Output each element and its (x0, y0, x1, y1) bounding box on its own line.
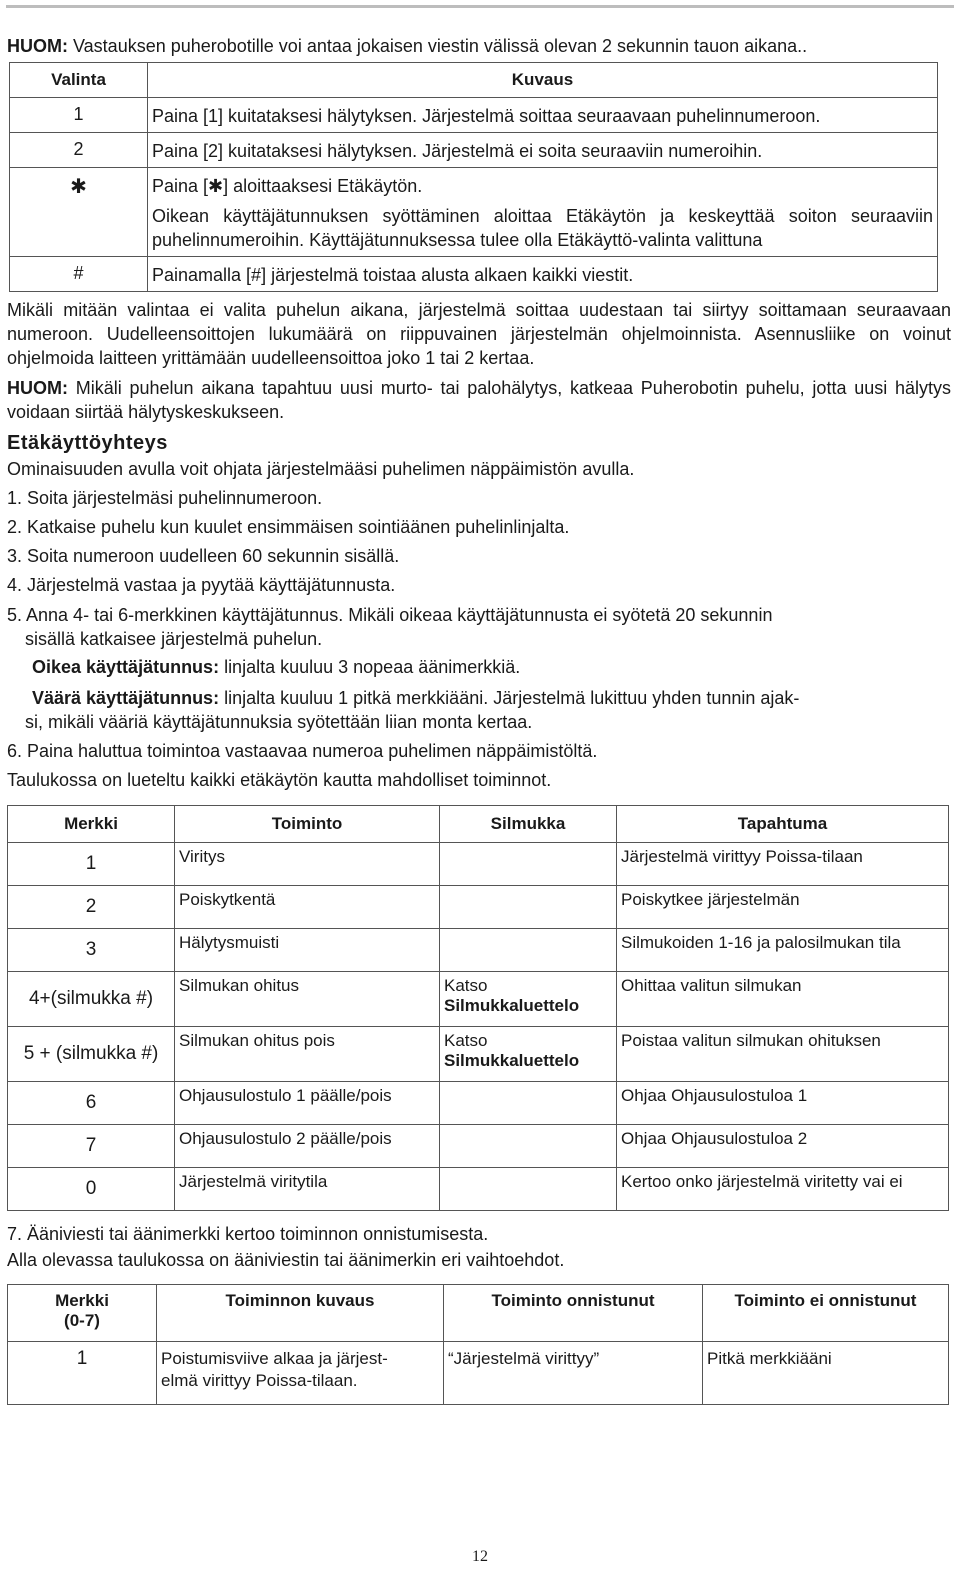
header-line: Merkki (55, 1291, 109, 1310)
table-row (8, 1027, 949, 1082)
page-number: 12 (472, 1548, 488, 1565)
function-cell: Silmukan ohitus (175, 972, 440, 1027)
event-cell: Kertoo onko järjestelmä viritetty vai ei (617, 1168, 949, 1211)
description-cell: Paina [1] kuitataksesi hälytyksen. Järjestelmä soittaa seuraavaan puhelinnumeroon. (148, 98, 938, 133)
event-cell: Poiskytkee järjestelmän (617, 886, 949, 929)
table-row (8, 972, 949, 1027)
key-cell: 5 + (silmukka #) (8, 1027, 175, 1082)
event-cell: Silmukoiden 1-16 ja palosilmukan tila (617, 929, 949, 972)
loop-cell (440, 1027, 617, 1082)
loop-cell (440, 1125, 617, 1168)
note-label: HUOM: (7, 36, 68, 56)
function-cell: Silmukan ohitus pois (175, 1027, 440, 1082)
key-cell: 7 (8, 1125, 175, 1168)
loop-cell (440, 843, 617, 886)
table-row (8, 1125, 949, 1168)
column-header: Toiminto onnistunut (444, 1285, 703, 1342)
function-cell: Ohjausulostulo 1 päälle/pois (175, 1082, 440, 1125)
success-cell: “Järjestelmä virittyy” (444, 1342, 703, 1405)
description-cell (148, 168, 938, 257)
description-cell (157, 1342, 444, 1405)
top-rule (6, 5, 954, 8)
table-header-row (8, 1285, 949, 1342)
column-header: Toiminto ei onnistunut (703, 1285, 949, 1342)
column-header: Valinta (10, 63, 148, 98)
loop-cell (440, 1082, 617, 1125)
header-line: (0-7) (64, 1311, 100, 1330)
loop-cell (440, 1168, 617, 1211)
description-line: elmä virittyy Poissa-tilaan. (161, 1371, 358, 1390)
body-paragraph: Mikäli mitään valintaa ei valita puhelun aikana, järjestelmä soittaa uudestaan tai siirtyy soittamaan seuraavaan numeroon. Uudelleensoittojen lukumäärä on riippuvainen järjestelmän ohjelmoinnista. Asennusliike on voinut ohjelmoida laitteen yrittämään uudelleensoittoa joko 1 tai 2 kertaa. (7, 300, 951, 368)
note-text: Mikäli puhelun aikana tapahtuu uusi murto- tai palohälytys, katkeaa Puherobotin puhelu, jotta uusi hälytys voidaan siirtää hälytyskeskukseen. (7, 378, 951, 422)
loop-cell (440, 972, 617, 1027)
function-cell: Ohjausulostulo 2 päälle/pois (175, 1125, 440, 1168)
description-line: Poistumisviive alkaa ja järjest- (161, 1349, 388, 1368)
column-header: Toiminnon kuvaus (157, 1285, 444, 1342)
column-header (8, 1285, 157, 1342)
correct-text: linjalta kuuluu 3 nopeaa äänimerkkiä. (219, 657, 521, 677)
table-row (8, 1082, 949, 1125)
loop-cell (440, 929, 617, 972)
note-paragraph (7, 34, 951, 58)
loop-text: Katso (444, 1031, 488, 1050)
note-text: Vastauksen puherobotille voi antaa jokaisen viestin välissä olevan 2 sekunnin tauon aikana.. (68, 36, 808, 56)
table-intro: Taulukossa on lueteltu kaikki etäkäytön kautta mahdolliset toiminnot. (7, 770, 552, 790)
column-header: Toiminto (175, 806, 440, 843)
key-cell: 1 (8, 1342, 157, 1405)
step-continuation: sisällä katkaisee järjestelmä puhelun. (25, 629, 323, 649)
event-cell: Ohjaa Ohjausulostuloa 1 (617, 1082, 949, 1125)
selection-cell: 2 (10, 133, 148, 168)
wrong-code-line (7, 686, 951, 710)
table-header-row (10, 63, 938, 98)
table-row (8, 843, 949, 886)
table-row (10, 98, 938, 133)
wrong-continuation: si, mikäli vääriä käyttäjätunnuksia syötettään liian monta kertaa. (25, 712, 533, 732)
event-cell: Ohjaa Ohjausulostuloa 2 (617, 1125, 949, 1168)
loop-ref: Silmukkaluettelo (444, 1051, 580, 1070)
key-cell: 6 (8, 1082, 175, 1125)
section-title: Etäkäyttöyhteys (7, 432, 168, 454)
note-paragraph (7, 376, 951, 424)
step-item: 1. Soita järjestelmäsi puhelinnumeroon. (7, 488, 323, 508)
step-item: 7. Ääniviesti tai äänimerkki kertoo toiminnon onnistumisesta. (7, 1224, 489, 1244)
key-cell: 3 (8, 929, 175, 972)
table-row (10, 133, 938, 168)
description-line: Paina [✱] aloittaaksesi Etäkäytön. (152, 176, 423, 196)
key-cell: 2 (8, 886, 175, 929)
wrong-text: linjalta kuuluu 1 pitkä merkkiääni. Järjestelmä lukittuu yhden tunnin ajak- (219, 688, 800, 708)
wrong-label: Väärä käyttäjätunnus: (32, 688, 220, 708)
voice-message-table (7, 1284, 949, 1405)
table-header-row (8, 806, 949, 843)
step-item: 2. Katkaise puhelu kun kuulet ensimmäisen sointiäänen puhelinlinjalta. (7, 517, 570, 537)
step-item: 4. Järjestelmä vastaa ja pyytää käyttäjätunnusta. (7, 575, 396, 595)
column-header: Merkki (8, 806, 175, 843)
table-row (10, 257, 938, 292)
key-cell: 0 (8, 1168, 175, 1211)
event-cell: Ohittaa valitun silmukan (617, 972, 949, 1027)
table-row (8, 886, 949, 929)
column-header: Silmukka (440, 806, 617, 843)
loop-ref: Silmukkaluettelo (444, 996, 580, 1015)
key-cell: 1 (8, 843, 175, 886)
table-row (8, 1168, 949, 1211)
table-intro: Alla olevassa taulukossa on ääniviestin tai äänimerkin eri vaihtoehdot. (7, 1250, 565, 1270)
table-row (10, 168, 938, 257)
selection-cell: 1 (10, 98, 148, 133)
column-header: Tapahtuma (617, 806, 949, 843)
description-cell: Painamalla [#] järjestelmä toistaa alusta alkaen kaikki viestit. (148, 257, 938, 292)
correct-code-line (7, 653, 951, 682)
loop-cell (440, 886, 617, 929)
table-row (8, 929, 949, 972)
event-cell: Järjestelmä virittyy Poissa-tilaan (617, 843, 949, 886)
function-cell: Poiskytkentä (175, 886, 440, 929)
failure-cell: Pitkä merkkiääni (703, 1342, 949, 1405)
description-cell: Paina [2] kuitataksesi hälytyksen. Järjestelmä ei soita seuraaviin numeroihin. (148, 133, 938, 168)
step-item: 3. Soita numeroon uudelleen 60 sekunnin sisällä. (7, 546, 400, 566)
step-item: 5. Anna 4- tai 6-merkkinen käyttäjätunnus. Mikäli oikeaa käyttäjätunnusta ei syötetä 20 sekunnin (7, 605, 773, 625)
column-header: Kuvaus (148, 63, 938, 98)
note-label: HUOM: (7, 378, 68, 398)
event-cell: Poistaa valitun silmukan ohituksen (617, 1027, 949, 1082)
description-line: Oikean käyttäjätunnuksen syöttäminen aloittaa Etäkäytön ja keskeyttää soiton seuraaviin puhelinnumeroihin. Käyttäjätunnuksessa tulee olla Etäkäyttö-valinta valittuna (152, 206, 933, 250)
key-cell: 4+(silmukka #) (8, 972, 175, 1027)
loop-text: Katso (444, 976, 488, 995)
function-cell: Viritys (175, 843, 440, 886)
selection-cell: # (10, 257, 148, 292)
function-cell: Hälytysmuisti (175, 929, 440, 972)
step-item: 6. Paina haluttua toimintoa vastaavaa numeroa puhelimen näppäimistöltä. (7, 741, 598, 761)
intro-text: Ominaisuuden avulla voit ohjata järjestelmääsi puhelimen näppäimistön avulla. (7, 459, 635, 479)
response-options-table (9, 62, 938, 292)
document-page (7, 34, 951, 1405)
correct-label: Oikea käyttäjätunnus: (32, 657, 220, 677)
selection-cell: ✱ (10, 168, 148, 257)
function-cell: Järjestelmä viritytila (175, 1168, 440, 1211)
remote-functions-table (7, 805, 949, 1211)
table-row (8, 1342, 949, 1405)
